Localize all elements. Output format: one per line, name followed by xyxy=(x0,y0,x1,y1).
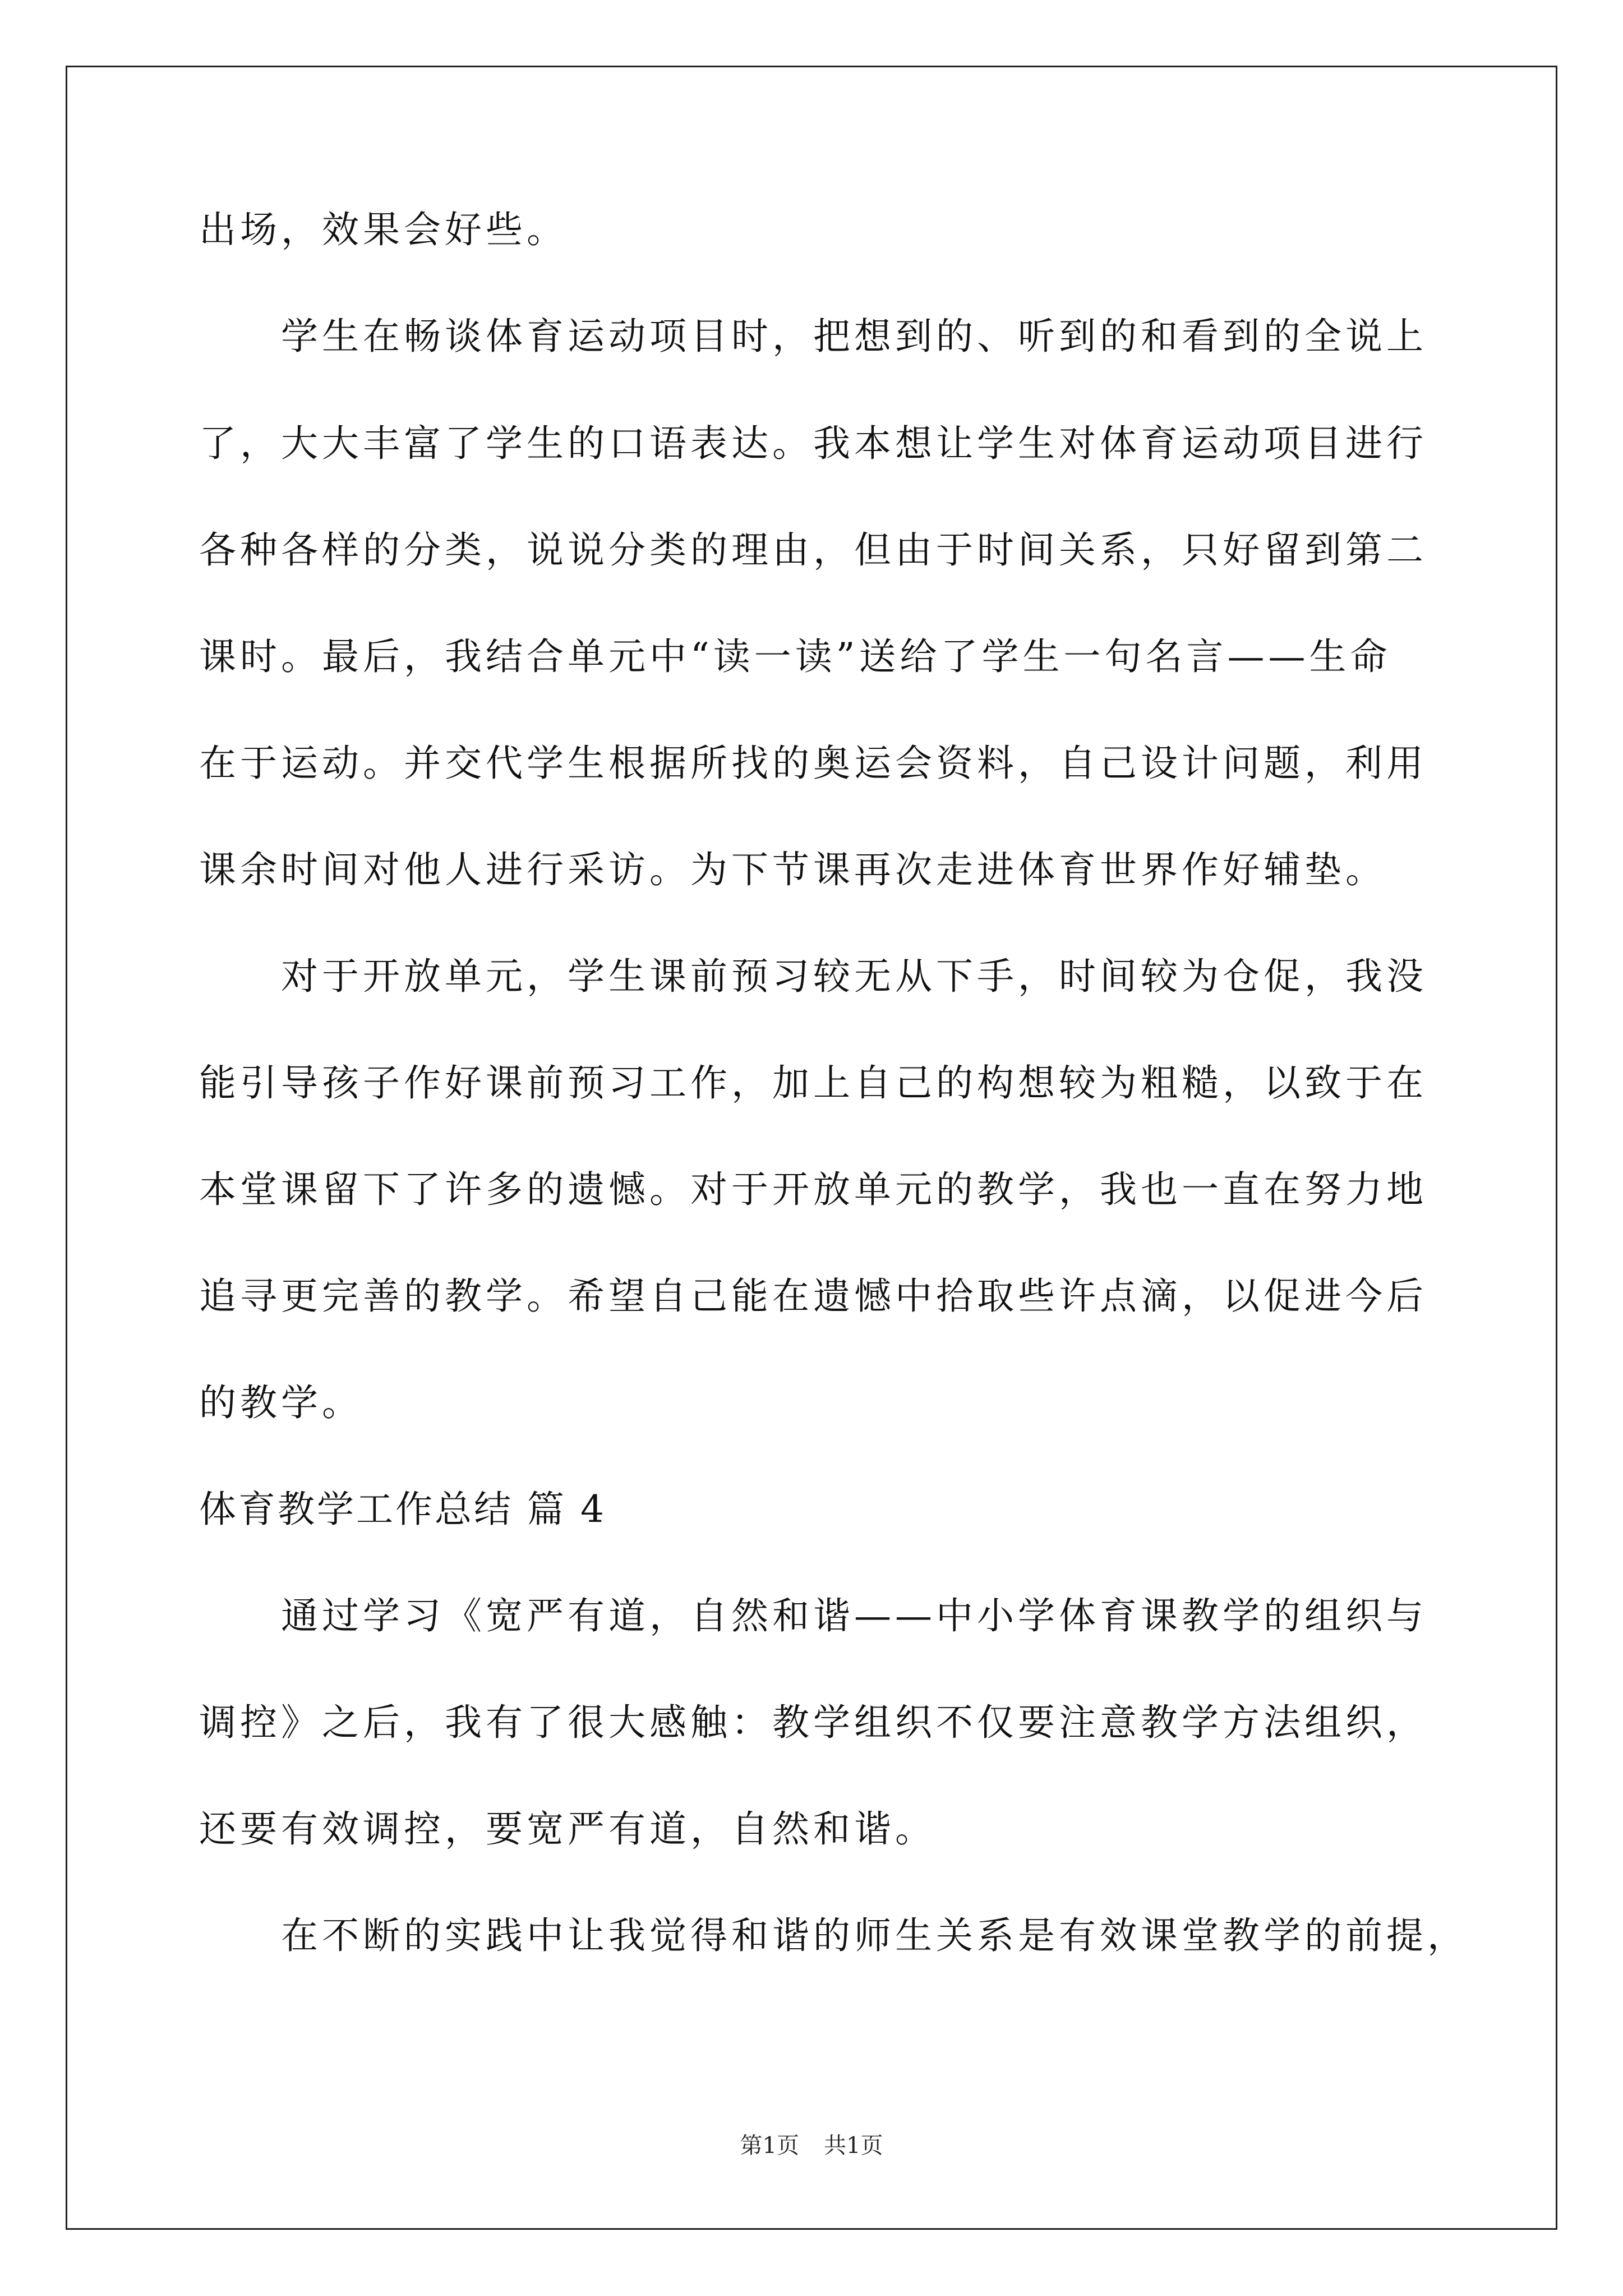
text-line: 调控》之后，我有了很大感触：教学组织不仅要注意教学方法组织， xyxy=(199,1701,1427,1744)
section-heading: 体育教学工作总结 篇 4 xyxy=(199,1488,606,1531)
text-line: 还要有效调控，要宽严有道，自然和谐。 xyxy=(199,1807,936,1851)
page-footer xyxy=(0,2132,1623,2160)
text-line: 追寻更完善的教学。希望自己能在遗憾中拾取些许点滴，以促进今后 xyxy=(199,1274,1427,1318)
page-total: 共1页 xyxy=(824,2133,883,2159)
text-line: 各种各样的分类，说说分类的理由，但由于时间关系，只好留到第二 xyxy=(199,528,1427,572)
paragraph-start: 通过学习《宽严有道，自然和谐——中小学体育课教学的组织与 xyxy=(281,1594,1427,1637)
text-line: 课余时间对他人进行采访。为下节课再次走进体育世界作好辅垫。 xyxy=(199,848,1386,891)
page-number: 第1页 xyxy=(740,2133,799,2159)
text-line: 在于运动。并交代学生根据所找的奥运会资料，自己设计问题，利用 xyxy=(199,742,1427,785)
text-line: 本堂课留下了许多的遗憾。对于开放单元的教学，我也一直在努力地 xyxy=(199,1168,1427,1211)
text-line: 的教学。 xyxy=(199,1381,363,1424)
page-border xyxy=(66,66,1557,2230)
paragraph-start: 学生在畅谈体育运动项目时，把想到的、听到的和看到的全说上 xyxy=(281,315,1427,358)
paragraph-start: 对于开放单元，学生课前预习较无从下手，时间较为仓促，我没 xyxy=(281,955,1427,998)
text-line: 能引导孩子作好课前预习工作，加上自己的构想较为粗糙，以致于在 xyxy=(199,1061,1427,1105)
text-line: 课时。最后，我结合单元中“读一读”送给了学生一句名言——生命 xyxy=(199,635,1391,678)
text-line: 了，大大丰富了学生的口语表达。我本想让学生对体育运动项目进行 xyxy=(199,422,1427,465)
paragraph-start: 在不断的实践中让我觉得和谐的师生关系是有效课堂教学的前提， xyxy=(281,1914,1468,1957)
text-line: 出场，效果会好些。 xyxy=(199,208,568,251)
